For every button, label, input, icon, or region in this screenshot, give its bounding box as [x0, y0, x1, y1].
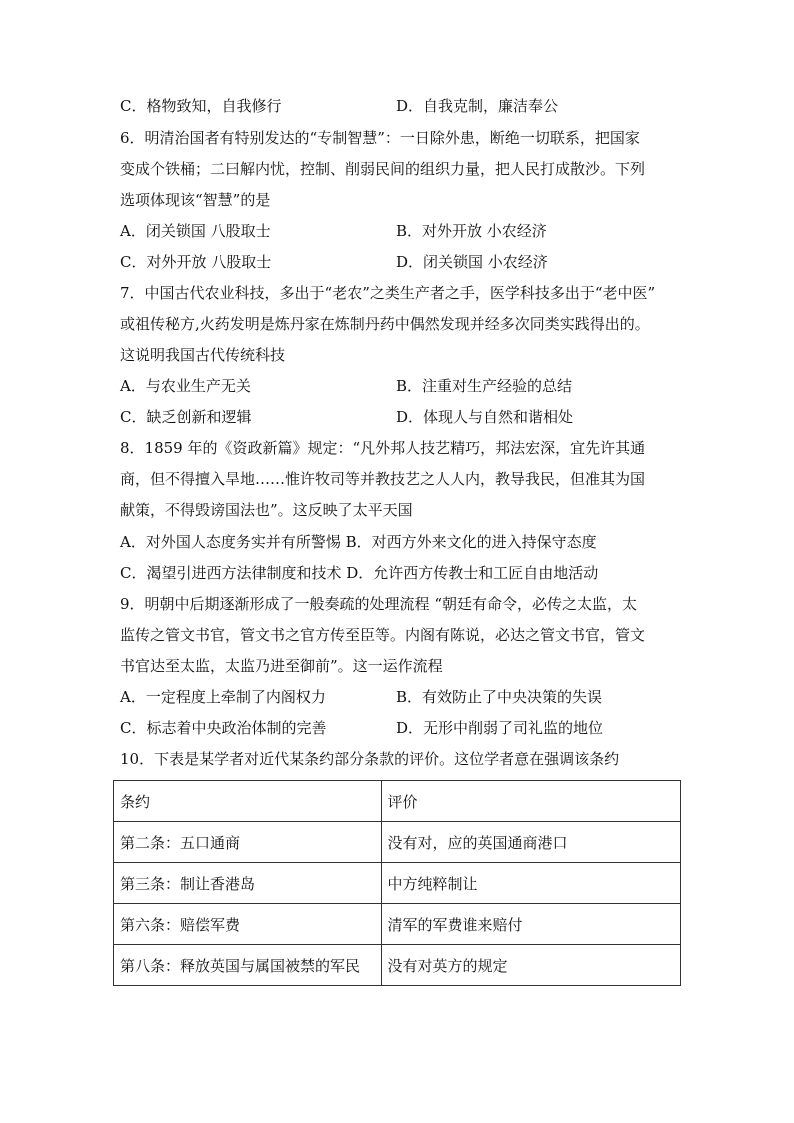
q6-stem-line-3: 选项体现该“智慧”的是 [120, 191, 271, 209]
q6-option-d[interactable]: D．闭关锁国 小农经济 [396, 253, 548, 271]
table-header-cell: 条约 [114, 781, 382, 822]
q10-stem: 10．下表是某学者对近代某条约部分条款的评价。这位学者意在强调该条约 [120, 750, 620, 768]
table-row [114, 822, 681, 863]
q6-option-b[interactable]: B．对外开放 小农经济 [396, 222, 547, 240]
q8-stem-line-3: 献策，不得毁谤国法也”。这反映了太平天国 [120, 501, 413, 519]
table-cell-evaluation: 清军的军费谁来赔付 [381, 904, 680, 945]
q9-option-c[interactable]: C．标志着中央政治体制的完善 [120, 719, 327, 737]
table-cell-clause: 第六条：赔偿军费 [114, 904, 382, 945]
table-cell-evaluation: 没有对，应的英国通商港口 [381, 822, 680, 863]
q6-stem-line-1: 6．明清治国者有特别发达的“专制智慧”：一日除外患，断绝一切联系，把国家 [120, 129, 640, 147]
q6-option-a[interactable]: A．闭关锁国 八股取士 [120, 222, 271, 240]
q8-stem-line-1: 8．1859 年的《资政新篇》规定：“凡外邦人技艺精巧，邦法宏深，宜先许其通 [120, 439, 646, 457]
q9-stem-line-2: 监传之管文书官，管文书之官方传至臣等。内阁有陈说，必达之管文书官，管文 [120, 626, 646, 644]
q5-options-cd [120, 96, 680, 116]
q9-options-cd [120, 718, 680, 738]
q6-options-cd [120, 252, 680, 272]
q7-stem-line-3: 这说明我国古代传统科技 [120, 346, 286, 364]
q7-option-d[interactable]: D．体现人与自然和谐相处 [396, 408, 574, 426]
q9-stem-line-1: 9．明朝中后期逐渐形成了一般奏疏的处理流程 “朝廷有命令，必传之太监，太 [120, 595, 637, 613]
treaty-clause-table [113, 780, 681, 986]
q7-options-ab [120, 376, 680, 396]
q9-option-b[interactable]: B．有效防止了中央决策的失误 [396, 688, 603, 706]
q9-option-d[interactable]: D．无形中削弱了司礼监的地位 [396, 719, 604, 737]
table-cell-clause: 第二条：五口通商 [114, 822, 382, 863]
table-cell-clause: 第三条：制让香港岛 [114, 863, 382, 904]
q6-stem-line-2: 变成个铁桶；二曰解内忧，控制、削弱民间的组织力量，把人民打成散沙。下列 [120, 160, 646, 178]
q9-options-ab [120, 687, 680, 707]
q6-options-ab [120, 221, 680, 241]
table-row [114, 904, 681, 945]
q7-option-b[interactable]: B．注重对生产经验的总结 [396, 377, 573, 395]
q8-stem-line-2: 商，但不得擅入旱地……惟许牧司等并教技艺之人人内，教导我民，但准其为国 [120, 470, 646, 488]
q5-option-c[interactable]: C．格物致知，自我修行 [120, 97, 282, 115]
q7-options-cd [120, 407, 680, 427]
q9-stem-line-3: 书官达至太监，太监乃进至御前”。这一运作流程 [120, 657, 443, 675]
q7-option-c[interactable]: C．缺乏创新和逻辑 [120, 408, 252, 426]
q7-option-a[interactable]: A．与农业生产无关 [120, 377, 251, 395]
table-row [114, 863, 681, 904]
table-cell-clause: 第八条：释放英国与属国被禁的军民 [114, 945, 382, 986]
table-cell-evaluation: 中方纯粹制让 [381, 863, 680, 904]
table-header-row [114, 781, 681, 822]
q7-stem-line-1: 7．中国古代农业科技，多出于“老农”之类生产者之手，医学科技多出于“老中医” [120, 284, 656, 302]
q8-options-cd[interactable]: C．渴望引进西方法律制度和技术 D．允许西方传教士和工匠自由地活动 [120, 564, 599, 582]
table-row [114, 945, 681, 986]
table-cell-evaluation: 没有对英方的规定 [381, 945, 680, 986]
q9-option-a[interactable]: A．一定程度上牵制了内阁权力 [120, 688, 326, 706]
table-header-cell: 评价 [381, 781, 680, 822]
q8-options-ab[interactable]: A．对外国人态度务实并有所警惕 B．对西方外来文化的进入持保守态度 [120, 533, 597, 551]
q6-option-c[interactable]: C．对外开放 八股取士 [120, 253, 272, 271]
q5-option-d[interactable]: D．自我克制，廉洁奉公 [396, 97, 559, 115]
q7-stem-line-2: 或祖传秘方,火药发明是炼丹家在炼制丹药中偶然发现并经多次同类实践得出的。 [120, 315, 650, 333]
